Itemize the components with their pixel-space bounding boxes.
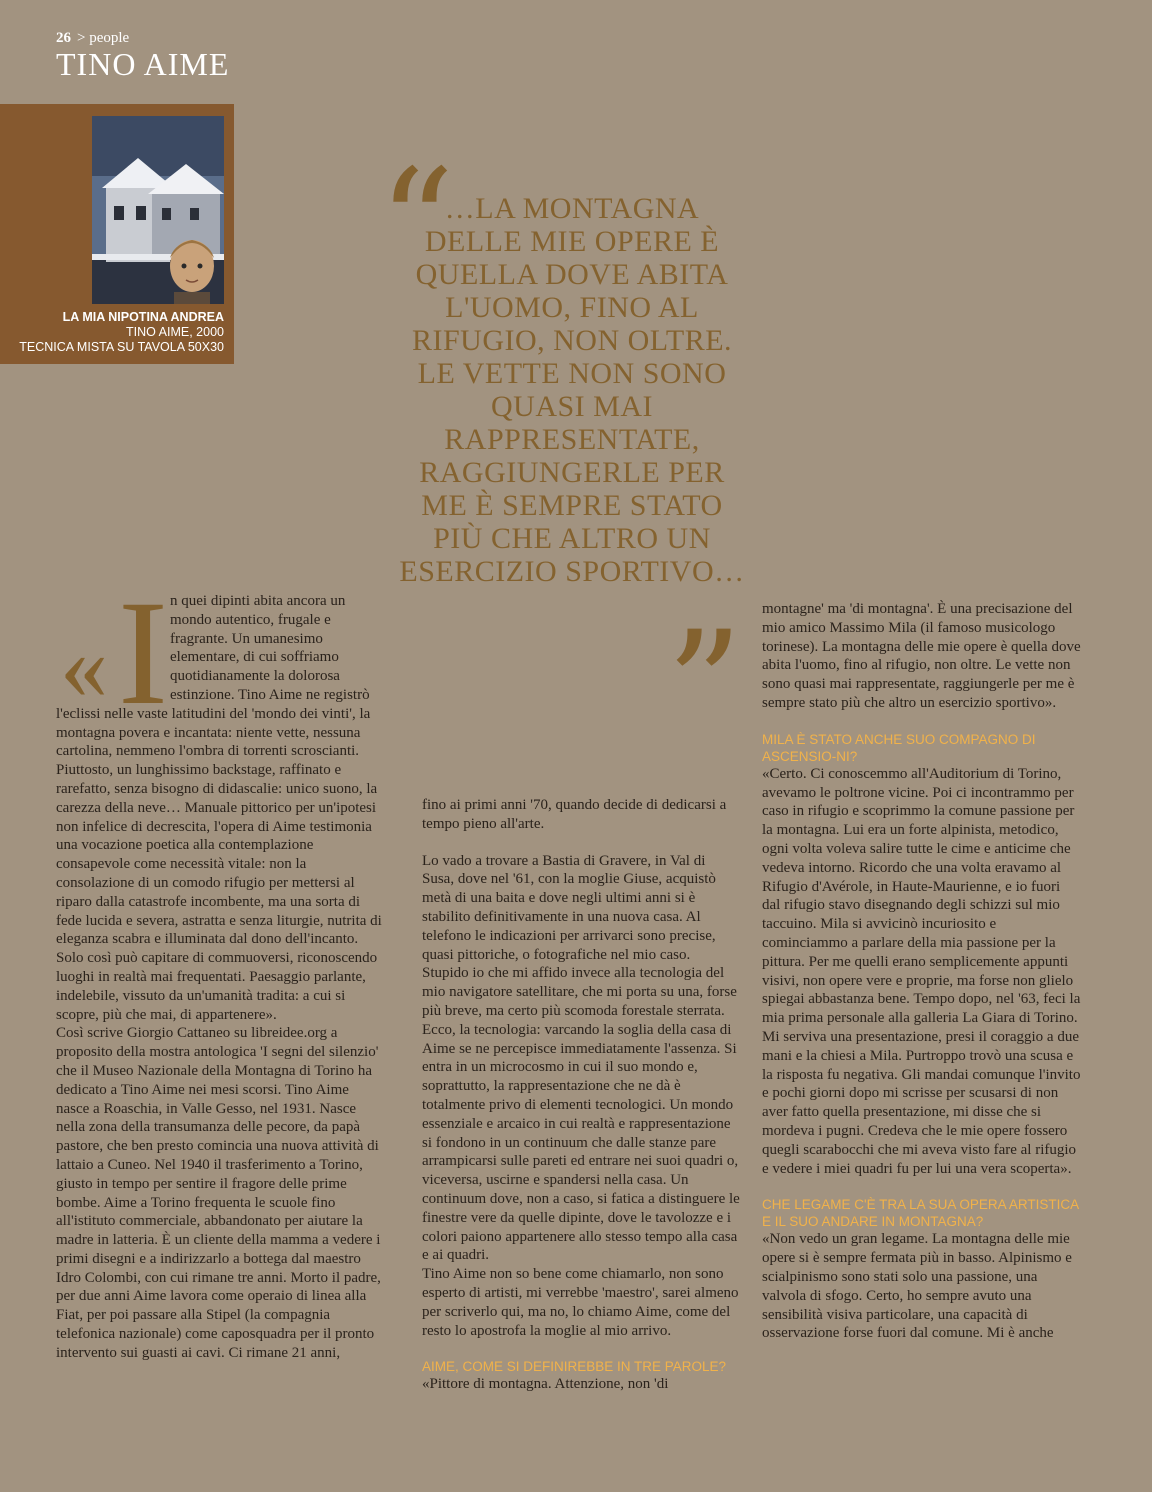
paragraph: Così scrive Giorgio Cattaneo su libreidee.org a proposito della mostra antologica 'I segni del silenzio' che il Museo Nazionale della Montagna di Torino ha dedicato a Tino Aime nei mesi scorsi. Tino Aime nasce a Roaschia, in Valle Gesso, nel 1931. Nasce nella zona della transumanza delle pecore, da papà pastore, che ben presto comincia una nuova attività di lattaio a Cuneo. Nel 1940 il trasferimento a Torino, giusto in tempo per sentire il fragore delle prime bombe. Aime a Torino frequenta le scuole fino all'istituto commerciale, abbandonato per aiutare la madre in latteria. È un cliente della mamma a vedere i primi disegni e a indirizzarlo a bottega dal maestro Idro Colombi, con cui rimane tre anni. Morto il padre, per due anni Aime lavora come operaio di linea alla Fiat, per poi passare alla Stipel (la compagnia telefonica nazionale) come caposquadra per il pronto intervento sui guasti ai cavi. Ci rimane 21 anni, [56, 1025, 381, 1361]
page-number-line [56, 30, 229, 47]
opening-guillemet: « [60, 612, 108, 719]
article-column-2 [422, 796, 740, 1394]
paragraph: montagne' ma 'di montagna'. È una precisazione del mio amico Massimo Mila (il famoso musicologo torinese). La montagna delle mie opere è quella dove abita l'uomo, fino al rifugio, non oltre. Le vette non sono quasi mai rappresentate, raggiungerle per me è sempre stato più che altro un esercizio sportivo». [762, 601, 1081, 711]
painting-caption-box [0, 104, 234, 364]
caption-artist: TINO AIME, 2000 [126, 325, 224, 339]
paragraph: fino ai primi anni '70, quando decide di dedicarsi a tempo pieno all'arte. [422, 797, 727, 832]
painting-caption [19, 310, 224, 355]
article-column-1 [56, 592, 382, 1363]
paragraph: l'eclissi nelle vaste latitudini del 'mondo dei vinti', la montagna povera e incantata: niente vette, nessuna cartolina, nemmeno l'ombra di torrenti scroscianti. Piuttosto, un lunghissimo backstage, raffinato e rarefatto, senza bisogno di didascalie: unico suono, la carezza della neve… Manuale pittorico per un'ipotesi non infelice di decrescita, l'opera di Aime testimonia una vocazione poetica alla contemplazione consapevole come necessità vitale: non la consolazione di un comodo rifugio per mettersi al riparo dalla catastrofe incombente, ma una sorta di fede lucida e severa, astratta e senza liturgie, nutrita di eleganza scabra e illuminata dal dono dell'incanto. Solo così può capitare di commuoversi, riconoscendo luoghi in realtà mai frequentati. Paesaggio parlante, indelebile, vissuto da un'umanità tradita: a cui si scopre, più che mai, di appartenere». [56, 705, 382, 1023]
page-header [56, 30, 229, 81]
caption-technique: TECNICA MISTA SU TAVOLA 50X30 [19, 340, 224, 354]
drop-cap: I [118, 570, 168, 736]
section-label: > people [77, 30, 130, 46]
quote-close-mark: ” [666, 600, 743, 774]
interview-answer: «Non vedo un gran legame. La montagna delle mie opere si è sempre fermata più in basso. Alpinismo e scialpinismo sono stati solo una passione, una valvola di sfogo. Certo, ho sempre avuto una sensibilità visiva particolare, una capacità di osservazione forse fuori dal comune. Mi è anche [762, 1231, 1072, 1342]
caption-title: LA MIA NIPOTINA ANDREA [62, 310, 224, 324]
interview-question: AIME, COME SI DEFINIREBBE IN TRE PAROLE? [422, 1359, 727, 1375]
interview-answer: «Pittore di montagna. Attenzione, non 'di [422, 1376, 669, 1393]
quote-open-mark: “ [378, 138, 455, 312]
article-title: TINO AIME [56, 46, 230, 82]
painting-image [92, 116, 224, 304]
article-column-3 [762, 600, 1082, 1343]
paragraph: Tino Aime non so bene come chiamarlo, non sono esperto di artisti, mi verrebbe 'maestro', sarei almeno per scriverlo qui, ma no, lo chiamo Aime, come del resto lo apostrofa la moglie al mio arrivo. [422, 1266, 739, 1339]
pull-quote: …LA MONTAGNA DELLE MIE OPERE È QUELLA DOVE ABITA L'UOMO, FINO AL RIFUGIO, NON OLTRE. LE VETTE NON SONO QUASI MAI RAPPRESENTATE, RAGGIUNGERLE PER ME È SEMPRE STATO PIÙ CHE ALTRO UN ESERCIZIO SPORTIVO… [399, 192, 745, 588]
interview-answer: «Certo. Ci conoscemmo all'Auditorium di Torino, avevamo le poltrone vicine. Poi ci incontrammo per caso in rifugio e scoprimmo la comune passione per la montagna. Lui era un forte alpinista, metodico, ogni volta voleva salire tutte le cime e anticime che vedeva intorno. Ricordo che una volta eravamo al Rifugio d'Avérole, in Haute-Maurienne, e io fuori dal rifugio stavo disegnando degli schizzi sul mio taccuino. Mila si avvicinò incuriosito e cominciammo a parlare della mia passione per la pittura. Per me quelli erano semplicemente appunti visivi, non opere vere e proprie, ma forse non glielo spiegai abbastanza bene. Tempo dopo, nel '63, feci la mia prima personale alla galleria La Giara di Torino. Mi serviva una presentazione, presi il coraggio a due mani e la chiesi a Mila. Purtroppo trovò una scusa e la risposta fu negativa. Gli mandai comunque l'invito e pochi giorni dopo mi scrisse per scusarsi di non aver fatto quella presentazione, mi disse che si mordeva i pugni. Credeva che le mie opere fossero quegli scarabocchi che mi aveva visto fare al rifugio e vedere i miei quadri fu per lui una vera scoperta». [762, 765, 1081, 1177]
interview-question: CHE LEGAME C'È TRA LA SUA OPERA ARTISTICA E IL SUO ANDARE IN MONTAGNA? [762, 1197, 1079, 1230]
page-number: 26 [56, 30, 71, 46]
intro-paragraph: n quei dipinti abita ancora un mondo autentico, frugale e fragrante. Un umanesimo elementare, di cui soffriamo quotidianamente la dolorosa estinzione. Tino Aime ne registrò [170, 593, 370, 703]
interview-question: MILA È STATO ANCHE SUO COMPAGNO DI ASCENSIO-NI? [762, 731, 1036, 764]
paragraph: Lo vado a trovare a Bastia di Gravere, in Val di Susa, dove nel '61, con la moglie Giuse, acquistò metà di una baita e dove negli ultimi anni si è stabilito definitivamente in una nuova casa. Al telefono le indicazioni per arrivarci sono precise, quasi pittoriche, o fotografiche nel mio caso. Stupido io che mi affido invece alla tecnologia del mio navigatore satellitare, che mi porta su una, forse più breve, ma certo più scomoda forestale sterrata. Ecco, la tecnologia: varcando la soglia della casa di Aime se ne percepisce immediatamente l'assenza. Si entra in un microcosmo in cui il suo mondo e, soprattutto, la rappresentazione che ne dà è totalmente privo di elementi tecnologici. Un mondo essenziale e arcaico in cui realtà e rappresentazione si fondono in un continuum che dalle stanze pare arrampicarsi sulle pareti ed entrare nei suoi quadri o, viceversa, uscirne e spandersi nella casa. Un continuum dove, non a caso, si fatica a distinguere le finestre vere da quelle dipinte, dove le tavolozze e i colori paiono appartenere allo stesso tempo alla casa e ai quadri. [422, 852, 740, 1264]
